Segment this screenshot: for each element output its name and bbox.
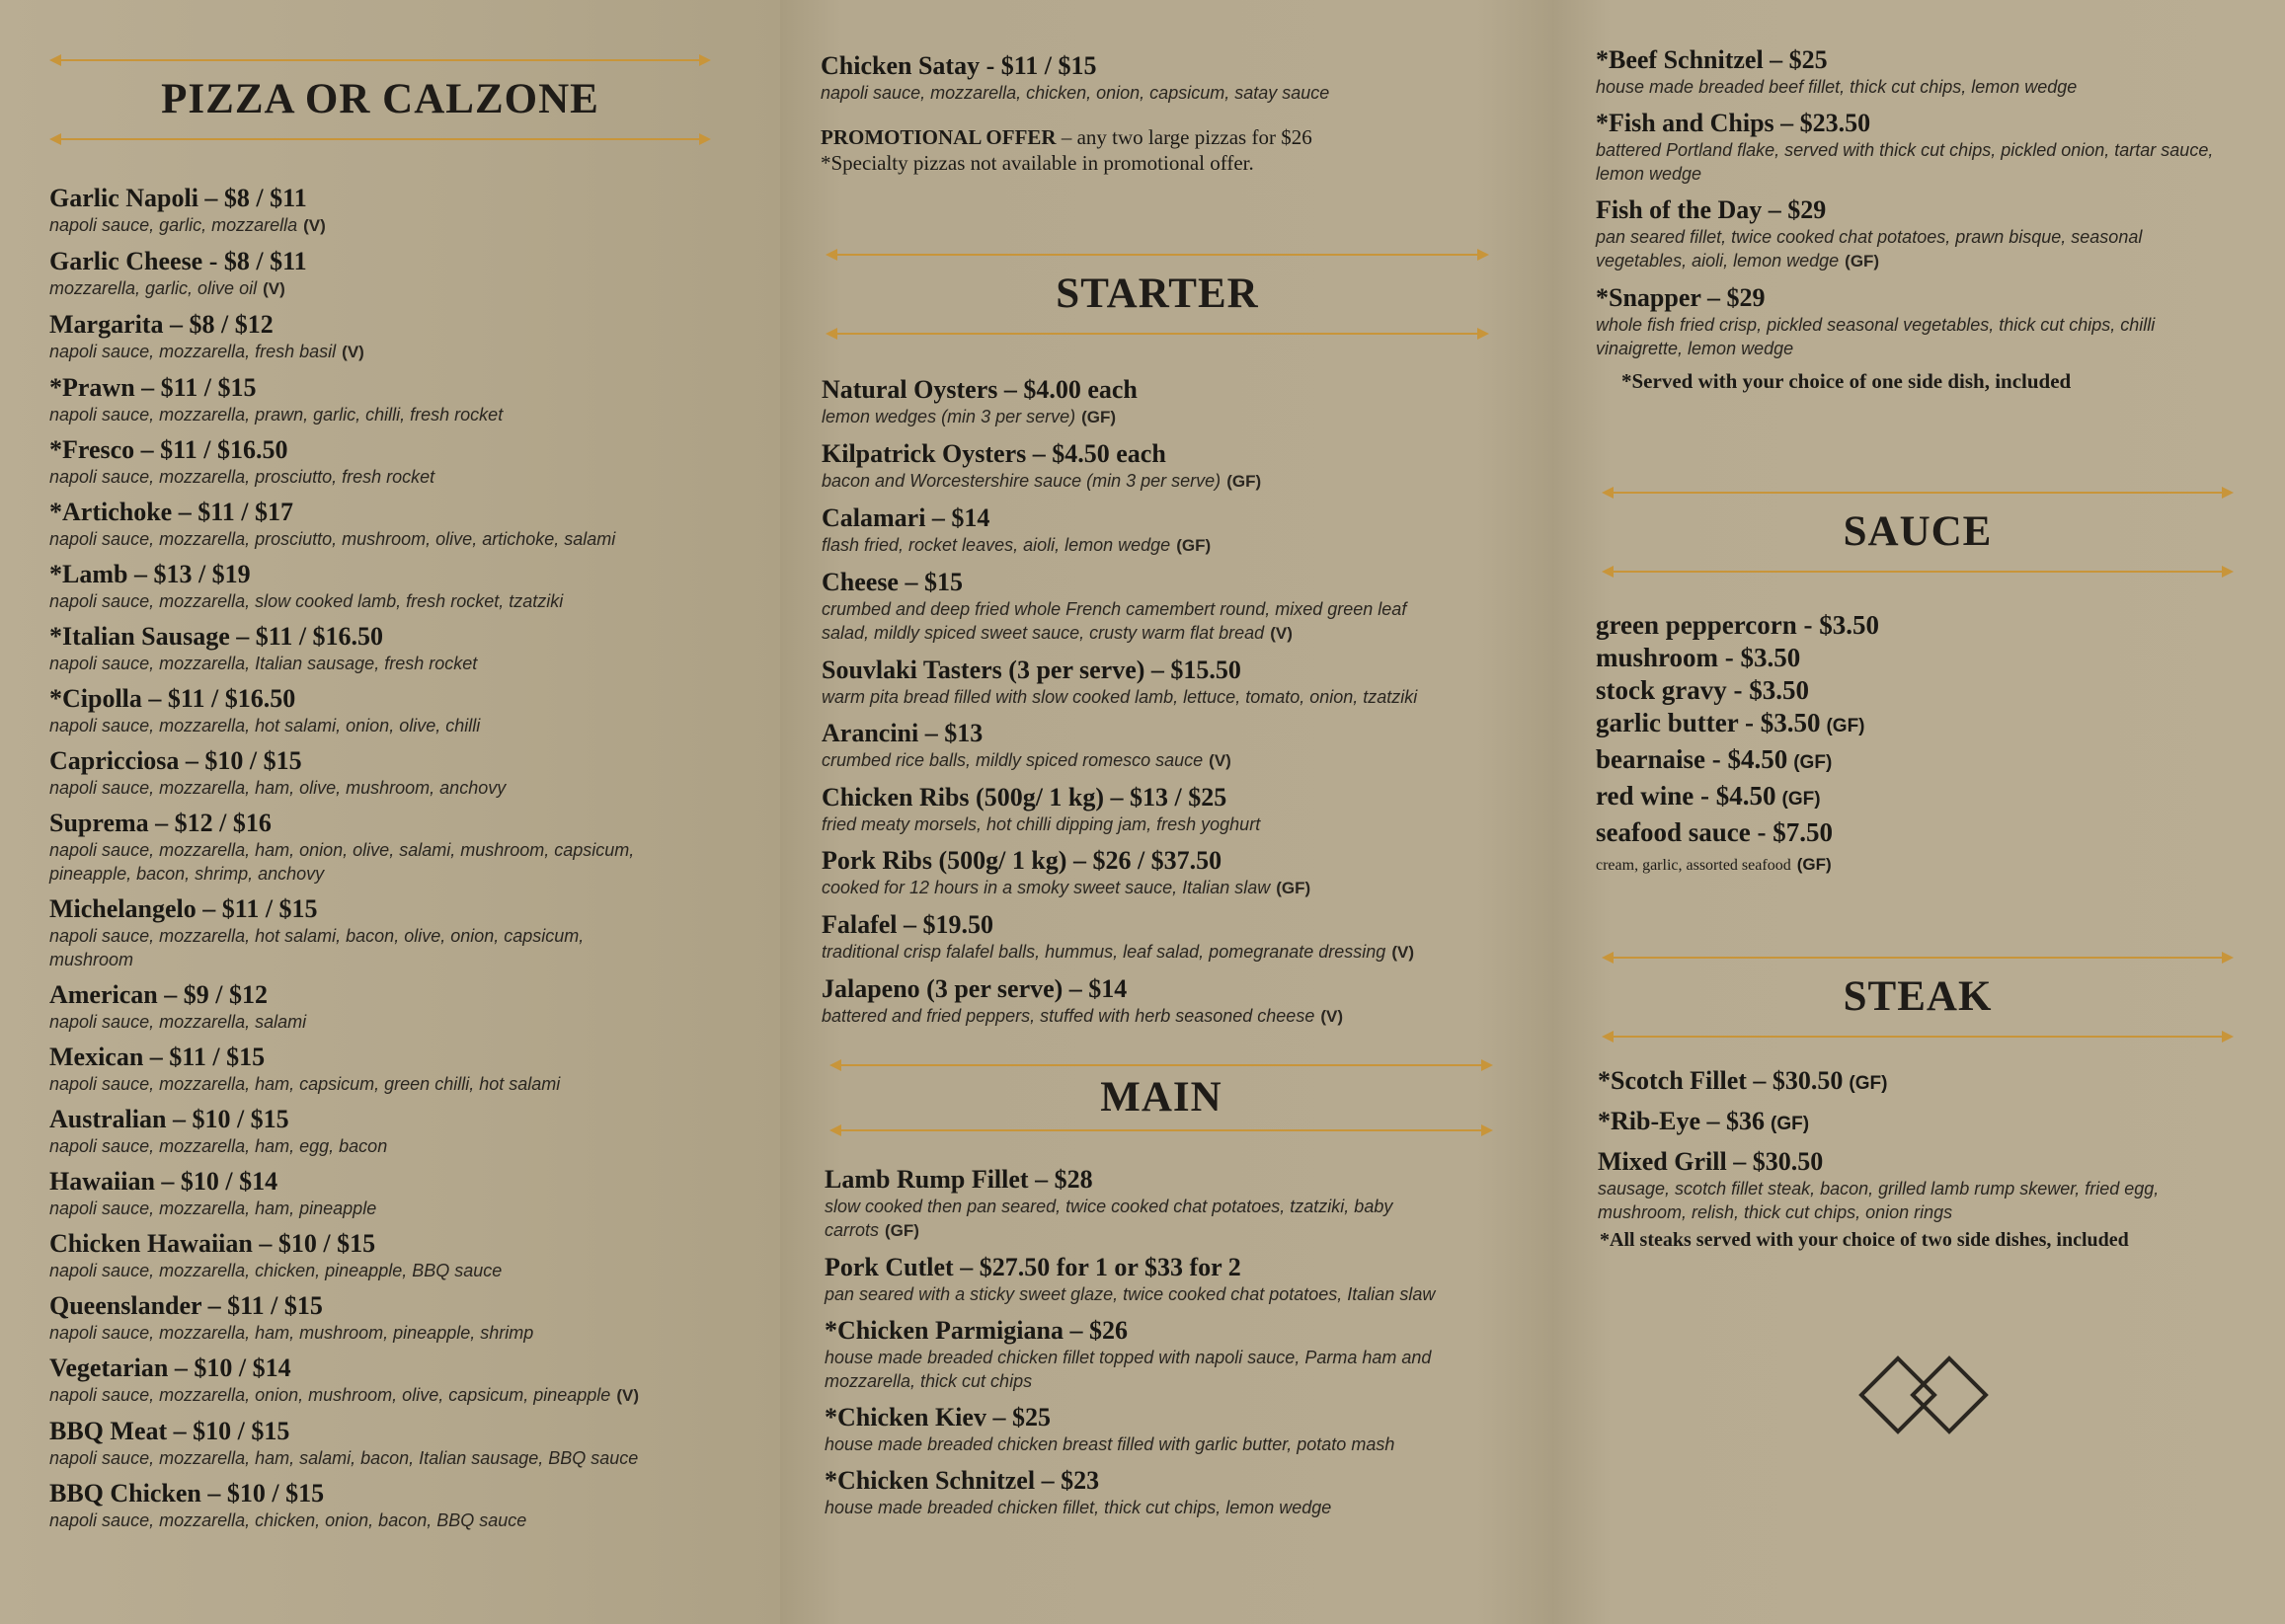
item-desc bbox=[825, 1195, 1457, 1243]
item-desc-text: napoli sauce, mozzarella, slow cooked lamb, fresh rocket, tzatziki bbox=[49, 591, 564, 611]
item-desc bbox=[49, 1134, 671, 1158]
item-name-text: *Fresco – $11 / $16.50 bbox=[49, 435, 288, 464]
item-name-text: Kilpatrick Oysters – $4.50 each bbox=[822, 439, 1166, 468]
item-name bbox=[49, 746, 741, 776]
item-desc bbox=[825, 1346, 1457, 1393]
item-name bbox=[1596, 109, 2267, 138]
item-desc bbox=[49, 465, 671, 489]
item-name bbox=[825, 1253, 1536, 1282]
promo-text: – any two large pizzas for $26 bbox=[1056, 125, 1312, 149]
main-continued-list bbox=[1596, 45, 2267, 370]
item-name-text: bearnaise - $4.50 bbox=[1596, 744, 1788, 774]
item-name bbox=[49, 1291, 741, 1321]
menu-item bbox=[822, 439, 1533, 494]
item-name bbox=[49, 1353, 741, 1383]
pizza-title: PIZZA OR CALZONE bbox=[161, 76, 599, 122]
item-name-text: Hawaiian – $10 / $14 bbox=[49, 1167, 278, 1196]
item-name-text: Arancini – $13 bbox=[822, 719, 984, 747]
sauce-list bbox=[1596, 610, 2247, 875]
item-desc bbox=[49, 1072, 671, 1096]
item-desc bbox=[1596, 225, 2238, 273]
item-name bbox=[49, 310, 741, 340]
menu-item bbox=[1596, 195, 2267, 273]
item-desc-text: napoli sauce, mozzarella, fresh basil bbox=[49, 342, 337, 361]
item-desc bbox=[49, 589, 671, 613]
item-name: Chicken Satay - $11 / $15 bbox=[821, 51, 1097, 80]
item-desc-text: napoli sauce, mozzarella, ham, egg, bacon bbox=[49, 1136, 388, 1156]
dietary-tag: (GF) bbox=[1176, 536, 1212, 555]
item-desc-text: sausage, scotch fillet steak, bacon, grilled lamb rump skewer, fried egg, mushroom, relish, thick cut chips, onion rings bbox=[1598, 1179, 2160, 1222]
sauce-title: SAUCE bbox=[1843, 508, 1993, 555]
item-desc-text: crumbed rice balls, mildly spiced romesco sauce bbox=[822, 750, 1204, 770]
item-desc-text: napoli sauce, mozzarella, prawn, garlic, chilli, fresh rocket bbox=[49, 405, 504, 425]
item-desc bbox=[1596, 75, 2238, 99]
item-name-text: Calamari – $14 bbox=[822, 503, 990, 532]
item-desc bbox=[822, 597, 1454, 646]
main-title: MAIN bbox=[1100, 1074, 1222, 1121]
item-desc-text: napoli sauce, mozzarella, salami bbox=[49, 1012, 307, 1032]
menu-item bbox=[1596, 708, 2247, 741]
item-name bbox=[49, 247, 741, 276]
main-list bbox=[825, 1165, 1536, 1529]
item-name bbox=[49, 435, 741, 465]
item-name-text: *Artichoke – $11 / $17 bbox=[49, 498, 293, 526]
item-desc bbox=[822, 405, 1454, 429]
item-desc bbox=[822, 940, 1454, 965]
menu-item bbox=[1598, 1066, 2269, 1099]
double-diamond-logo-icon bbox=[1858, 1353, 1989, 1442]
dietary-tag: (GF) bbox=[1276, 879, 1311, 897]
menu-panel-left bbox=[0, 0, 780, 1624]
menu-item bbox=[49, 310, 741, 364]
item-desc-text: whole fish fried crisp, pickled seasonal vegetables, thick cut chips, chilli vinaigrette, lemon wedge bbox=[1596, 315, 2156, 358]
main-heading bbox=[829, 1064, 1493, 1131]
starter-heading bbox=[826, 254, 1489, 335]
item-desc bbox=[49, 776, 671, 800]
item-desc-text: bacon and Worcestershire sauce (min 3 per serve) bbox=[822, 471, 1221, 491]
menu-item bbox=[822, 503, 1533, 558]
item-desc-text: napoli sauce, garlic, mozzarella bbox=[49, 215, 298, 235]
item-name-text: Lamb Rump Fillet – $28 bbox=[825, 1165, 1093, 1194]
steak-list bbox=[1598, 1066, 2269, 1232]
item-name-text: Michelangelo – $11 / $15 bbox=[49, 894, 318, 923]
item-name-text: garlic butter - $3.50 bbox=[1596, 708, 1821, 737]
menu-item bbox=[822, 846, 1533, 900]
menu-item bbox=[49, 746, 741, 800]
item-name bbox=[825, 1403, 1536, 1432]
item-desc-text: flash fried, rocket leaves, aioli, lemon wedge bbox=[822, 535, 1171, 555]
menu-item bbox=[822, 656, 1533, 709]
item-desc-text: napoli sauce, mozzarella, prosciutto, mushroom, olive, artichoke, salami bbox=[49, 529, 616, 549]
item-name bbox=[822, 846, 1533, 876]
starter-list bbox=[822, 375, 1533, 1039]
item-desc bbox=[822, 1004, 1454, 1029]
menu-item bbox=[1598, 1107, 2269, 1139]
item-name-text: *Scotch Fillet – $30.50 bbox=[1598, 1066, 1844, 1095]
item-desc bbox=[49, 527, 671, 551]
item-name bbox=[49, 809, 741, 838]
item-name bbox=[49, 373, 741, 403]
heading-rule-top bbox=[1614, 492, 2222, 494]
item-desc-text: house made breaded chicken fillet topped with napoli sauce, Parma ham and mozzarella, thick cut chips bbox=[825, 1348, 1432, 1391]
menu-item bbox=[825, 1253, 1536, 1306]
menu-item bbox=[1596, 643, 2247, 672]
menu-item bbox=[49, 684, 741, 737]
item-name-text: Queenslander – $11 / $15 bbox=[49, 1291, 323, 1320]
item-desc-text: napoli sauce, mozzarella, ham, salami, bacon, Italian sausage, BBQ sauce bbox=[49, 1448, 639, 1468]
dietary-tag: (GF) bbox=[1849, 1073, 1888, 1094]
menu-item bbox=[822, 783, 1533, 836]
item-name bbox=[49, 1479, 741, 1508]
item-name-text: *Lamb – $13 / $19 bbox=[49, 560, 251, 588]
item-name-text: *Chicken Kiev – $25 bbox=[825, 1403, 1051, 1431]
menu-item bbox=[1598, 1147, 2269, 1224]
item-desc bbox=[49, 1321, 671, 1345]
item-name-text: Garlic Cheese - $8 / $11 bbox=[49, 247, 307, 275]
menu-item bbox=[1596, 781, 2247, 814]
item-desc-text: house made breaded beef fillet, thick cut chips, lemon wedge bbox=[1596, 77, 2078, 97]
item-name-text: Suprema – $12 / $16 bbox=[49, 809, 272, 837]
item-desc bbox=[49, 1508, 671, 1532]
dietary-tag: (GF) bbox=[1081, 408, 1117, 426]
item-name-text: *Chicken Schnitzel – $23 bbox=[825, 1466, 1100, 1495]
item-desc bbox=[49, 1010, 671, 1034]
item-name bbox=[49, 560, 741, 589]
item-name bbox=[822, 783, 1533, 812]
item-name bbox=[825, 1165, 1536, 1195]
menu-item bbox=[822, 974, 1533, 1029]
item-name-text: Cheese – $15 bbox=[822, 568, 963, 596]
item-name-text: *Prawn – $11 / $15 bbox=[49, 373, 257, 402]
item-name-text: American – $9 / $12 bbox=[49, 980, 268, 1009]
item-desc-text: pan seared fillet, twice cooked chat potatoes, prawn bisque, seasonal vegetables, aioli, lemon wedge bbox=[1596, 227, 2143, 271]
menu-item bbox=[822, 375, 1533, 429]
dietary-tag: (GF) bbox=[1771, 1114, 1810, 1134]
item-name-text: mushroom - $3.50 bbox=[1596, 643, 1801, 672]
item-name bbox=[822, 503, 1533, 533]
item-name-text: Capricciosa – $10 / $15 bbox=[49, 746, 302, 775]
dietary-tag: (V) bbox=[263, 279, 285, 298]
item-name bbox=[1596, 643, 2247, 672]
dietary-tag: (V) bbox=[1391, 943, 1414, 962]
sauce-heading bbox=[1602, 492, 2234, 573]
dietary-tag: (GF) bbox=[885, 1221, 919, 1240]
item-desc-text: crumbed and deep fried whole French camembert round, mixed green leaf salad, mildly spiced sweet sauce, crusty warm flat bread bbox=[822, 599, 1407, 643]
item-desc bbox=[1596, 313, 2238, 360]
item-desc bbox=[822, 469, 1454, 494]
item-name-text: Australian – $10 / $15 bbox=[49, 1105, 289, 1133]
item-desc-text: house made breaded chicken breast filled with garlic butter, potato mash bbox=[825, 1434, 1395, 1454]
promo-label: PROMOTIONAL OFFER bbox=[821, 125, 1057, 149]
item-desc bbox=[825, 1496, 1457, 1519]
item-desc bbox=[49, 652, 671, 675]
item-name bbox=[49, 1167, 741, 1197]
item-desc bbox=[822, 533, 1454, 558]
item-name-text: Margarita – $8 / $12 bbox=[49, 310, 274, 339]
promo-note: *Specialty pizzas not available in promotional offer. bbox=[821, 151, 1254, 175]
item-name bbox=[49, 684, 741, 714]
item-name bbox=[49, 1229, 741, 1259]
item-desc-text: napoli sauce, mozzarella, hot salami, onion, olive, chilli bbox=[49, 716, 481, 735]
item-desc-text: fried meaty morsels, hot chilli dipping jam, fresh yoghurt bbox=[822, 814, 1261, 834]
item-name bbox=[825, 1466, 1536, 1496]
menu-item bbox=[1596, 283, 2267, 360]
item-name-text: *Snapper – $29 bbox=[1596, 283, 1766, 312]
item-desc-text: napoli sauce, mozzarella, Italian sausage, fresh rocket bbox=[49, 654, 478, 673]
item-name-text: BBQ Chicken – $10 / $15 bbox=[49, 1479, 325, 1508]
menu-item bbox=[49, 247, 741, 301]
menu-item bbox=[825, 1316, 1536, 1393]
item-desc-text: cooked for 12 hours in a smoky sweet sauce, Italian slaw bbox=[822, 878, 1271, 897]
menu-panel-right bbox=[1552, 0, 2285, 1624]
item-desc-text: cream, garlic, assorted seafood bbox=[1596, 857, 1791, 874]
item-name bbox=[822, 439, 1533, 469]
menu-item bbox=[1596, 675, 2247, 705]
menu-item bbox=[49, 1043, 741, 1096]
item-desc-text: napoli sauce, mozzarella, onion, mushroom, olive, capsicum, pineapple bbox=[49, 1385, 611, 1405]
item-desc-text: lemon wedges (min 3 per serve) bbox=[822, 407, 1076, 426]
item-name-text: *Beef Schnitzel – $25 bbox=[1596, 45, 1828, 74]
dietary-tag: (V) bbox=[342, 343, 364, 361]
item-name bbox=[49, 184, 741, 213]
item-desc bbox=[822, 748, 1454, 773]
menu-item bbox=[49, 184, 741, 238]
menu-item bbox=[49, 1167, 741, 1220]
menu-item bbox=[49, 1417, 741, 1470]
menu-item bbox=[1596, 817, 2247, 847]
item-name-text: *Italian Sausage – $11 / $16.50 bbox=[49, 622, 384, 651]
item-desc bbox=[822, 876, 1454, 900]
item-name bbox=[1598, 1147, 2269, 1177]
dietary-tag: (GF) bbox=[1793, 752, 1833, 773]
item-name-text: Garlic Napoli – $8 / $11 bbox=[49, 184, 307, 212]
menu-item bbox=[822, 719, 1533, 773]
item-name bbox=[1598, 1066, 2269, 1099]
item-desc bbox=[49, 213, 671, 238]
item-desc-text: battered and fried peppers, stuffed with herb seasoned cheese bbox=[822, 1006, 1315, 1026]
item-name bbox=[825, 1316, 1536, 1346]
menu-item bbox=[49, 435, 741, 489]
item-name bbox=[49, 498, 741, 527]
item-desc bbox=[825, 1282, 1457, 1306]
item-desc bbox=[49, 714, 671, 737]
item-name bbox=[49, 622, 741, 652]
dietary-tag: (V) bbox=[1209, 751, 1231, 770]
menu-item bbox=[49, 1353, 741, 1408]
pizza-heading bbox=[49, 59, 711, 140]
dietary-tag: (GF) bbox=[1826, 716, 1865, 736]
item-name bbox=[822, 910, 1533, 940]
dietary-tag: (V) bbox=[303, 216, 326, 235]
seafood-sauce-desc bbox=[1596, 855, 2247, 875]
item-name-text: *Fish and Chips – $23.50 bbox=[1596, 109, 1871, 137]
heading-rule-bottom bbox=[841, 1129, 1481, 1131]
steak-heading bbox=[1602, 957, 2234, 1038]
dietary-tag: (V) bbox=[1270, 624, 1293, 643]
item-name-text: Pork Cutlet – $27.50 for 1 or $33 for 2 bbox=[825, 1253, 1241, 1281]
menu-item bbox=[822, 910, 1533, 965]
item-name-text: Natural Oysters – $4.00 each bbox=[822, 375, 1138, 404]
menu-item bbox=[1596, 45, 2267, 99]
item-name bbox=[822, 974, 1533, 1004]
item-desc bbox=[49, 1383, 671, 1408]
menu-item bbox=[49, 373, 741, 426]
item-name-text: seafood sauce - $7.50 bbox=[1596, 817, 1833, 847]
menu-item bbox=[49, 894, 741, 971]
item-desc bbox=[49, 1259, 671, 1282]
menu-item bbox=[49, 622, 741, 675]
item-name-text: *Rib-Eye – $36 bbox=[1598, 1107, 1765, 1135]
item-name bbox=[1596, 195, 2267, 225]
menu-item bbox=[49, 1479, 741, 1532]
dietary-tag: (GF) bbox=[1796, 855, 1832, 874]
item-desc-text: napoli sauce, mozzarella, chicken, pineapple, BBQ sauce bbox=[49, 1261, 503, 1280]
item-name-text: *Chicken Parmigiana – $26 bbox=[825, 1316, 1128, 1345]
pizza-continued bbox=[821, 51, 1532, 176]
dietary-tag: (GF) bbox=[1845, 252, 1880, 271]
item-name bbox=[822, 719, 1533, 748]
item-name-text: *Cipolla – $11 / $16.50 bbox=[49, 684, 296, 713]
main-side-note: *Served with your choice of one side dish, included bbox=[1621, 369, 2072, 393]
menu-item bbox=[49, 498, 741, 551]
menu-item bbox=[49, 1291, 741, 1345]
item-name-text: Pork Ribs (500g/ 1 kg) – $26 / $37.50 bbox=[822, 846, 1222, 875]
starter-title: STARTER bbox=[1056, 271, 1259, 317]
item-name bbox=[822, 375, 1533, 405]
item-desc-text: napoli sauce, mozzarella, chicken, onion, bacon, BBQ sauce bbox=[49, 1510, 527, 1530]
heading-rule-top bbox=[837, 254, 1477, 256]
item-desc-text: napoli sauce, mozzarella, ham, pineapple bbox=[49, 1199, 377, 1218]
item-desc bbox=[49, 1197, 671, 1220]
dietary-tag: (V) bbox=[1320, 1007, 1344, 1026]
menu-item bbox=[49, 1105, 741, 1158]
item-name-text: red wine - $4.50 bbox=[1596, 781, 1776, 811]
item-name-text: BBQ Meat – $10 / $15 bbox=[49, 1417, 290, 1445]
item-desc-text: slow cooked then pan seared, twice cooked chat potatoes, tzatziki, baby carrots bbox=[825, 1197, 1393, 1240]
item-desc-text: napoli sauce, mozzarella, prosciutto, fresh rocket bbox=[49, 467, 435, 487]
heading-rule-bottom bbox=[1614, 571, 2222, 573]
item-name bbox=[822, 568, 1533, 597]
menu-item bbox=[49, 1229, 741, 1282]
item-name bbox=[49, 1417, 741, 1446]
heading-rule-bottom bbox=[837, 333, 1477, 335]
dietary-tag: (GF) bbox=[1781, 789, 1821, 810]
item-name-text: Jalapeno (3 per serve) – $14 bbox=[822, 974, 1128, 1003]
menu-item bbox=[825, 1403, 1536, 1456]
menu-item bbox=[825, 1466, 1536, 1519]
menu-item bbox=[1596, 109, 2267, 186]
heading-rule-top bbox=[841, 1064, 1481, 1066]
item-name bbox=[49, 980, 741, 1010]
item-desc-text: warm pita bread filled with slow cooked lamb, lettuce, tomato, onion, tzatziki bbox=[822, 687, 1418, 707]
item-name bbox=[822, 656, 1533, 685]
item-name bbox=[1596, 610, 2247, 640]
item-name-text: Vegetarian – $10 / $14 bbox=[49, 1353, 291, 1382]
item-name-text: Chicken Hawaiian – $10 / $15 bbox=[49, 1229, 376, 1258]
item-desc bbox=[1596, 138, 2238, 186]
item-name bbox=[1596, 744, 2247, 778]
item-desc-text: napoli sauce, mozzarella, ham, mushroom, pineapple, shrimp bbox=[49, 1323, 534, 1343]
heading-rule-bottom bbox=[1614, 1036, 2222, 1038]
item-name bbox=[1596, 781, 2247, 814]
item-name-text: Souvlaki Tasters (3 per serve) – $15.50 bbox=[822, 656, 1241, 684]
item-desc bbox=[825, 1432, 1457, 1456]
steak-side-note: *All steaks served with your choice of two side dishes, included bbox=[1600, 1229, 2129, 1251]
item-name bbox=[49, 1043, 741, 1072]
dietary-tag: (V) bbox=[616, 1386, 639, 1405]
item-name-text: Chicken Ribs (500g/ 1 kg) – $13 / $25 bbox=[822, 783, 1227, 812]
item-desc-text: battered Portland flake, served with thick cut chips, pickled onion, tartar sauce, lemon wedge bbox=[1596, 140, 2214, 184]
item-name bbox=[1596, 817, 2247, 847]
item-name-text: stock gravy - $3.50 bbox=[1596, 675, 1809, 705]
item-desc-text: napoli sauce, mozzarella, ham, onion, olive, salami, mushroom, capsicum, pineapple, bacon, shrimp, anchovy bbox=[49, 840, 635, 884]
menu-item bbox=[49, 980, 741, 1034]
item-desc-text: house made breaded chicken fillet, thick cut chips, lemon wedge bbox=[825, 1498, 1332, 1517]
item-desc bbox=[822, 812, 1454, 836]
menu-item bbox=[49, 560, 741, 613]
item-desc bbox=[822, 685, 1454, 709]
menu-item bbox=[1596, 610, 2247, 640]
pizza-list bbox=[49, 184, 741, 1541]
item-name bbox=[1596, 675, 2247, 705]
heading-rule-bottom bbox=[61, 138, 699, 140]
item-name-text: Fish of the Day – $29 bbox=[1596, 195, 1827, 224]
item-desc-text: napoli sauce, mozzarella, ham, olive, mushroom, anchovy bbox=[49, 778, 507, 798]
item-desc-text: napoli sauce, mozzarella, hot salami, bacon, olive, onion, capsicum, mushroom bbox=[49, 926, 585, 969]
item-name-text: Mexican – $11 / $15 bbox=[49, 1043, 266, 1071]
menu-panel-middle bbox=[780, 0, 1552, 1624]
item-desc-text: mozzarella, garlic, olive oil bbox=[49, 278, 258, 298]
item-desc bbox=[49, 340, 671, 364]
item-desc bbox=[49, 838, 671, 886]
item-name bbox=[49, 894, 741, 924]
item-name bbox=[1596, 708, 2247, 741]
menu-item bbox=[49, 809, 741, 886]
item-desc-text: traditional crisp falafel balls, hummus, leaf salad, pomegranate dressing bbox=[822, 942, 1386, 962]
menu-item bbox=[825, 1165, 1536, 1243]
item-desc bbox=[49, 276, 671, 301]
heading-rule-top bbox=[1614, 957, 2222, 959]
item-desc bbox=[49, 403, 671, 426]
item-desc-text: pan seared with a sticky sweet glaze, twice cooked chat potatoes, Italian slaw bbox=[825, 1284, 1436, 1304]
item-name bbox=[1596, 45, 2267, 75]
item-name-text: green peppercorn - $3.50 bbox=[1596, 610, 1879, 640]
menu-item bbox=[822, 568, 1533, 646]
item-name bbox=[1598, 1107, 2269, 1139]
promo-block bbox=[821, 124, 1532, 176]
item-name bbox=[49, 1105, 741, 1134]
menu-item bbox=[1596, 744, 2247, 778]
dietary-tag: (GF) bbox=[1226, 472, 1262, 491]
item-name-text: Mixed Grill – $30.50 bbox=[1598, 1147, 1824, 1176]
item-desc-text: napoli sauce, mozzarella, ham, capsicum, green chilli, hot salami bbox=[49, 1074, 561, 1094]
heading-rule-top bbox=[61, 59, 699, 61]
item-desc bbox=[49, 1446, 671, 1470]
item-name bbox=[1596, 283, 2267, 313]
item-desc bbox=[1598, 1177, 2240, 1224]
menu-item bbox=[821, 51, 1532, 105]
steak-title: STEAK bbox=[1843, 973, 1993, 1020]
item-name-text: Falafel – $19.50 bbox=[822, 910, 994, 939]
item-desc bbox=[49, 924, 671, 971]
item-desc: napoli sauce, mozzarella, chicken, onion, capsicum, satay sauce bbox=[821, 83, 1330, 103]
